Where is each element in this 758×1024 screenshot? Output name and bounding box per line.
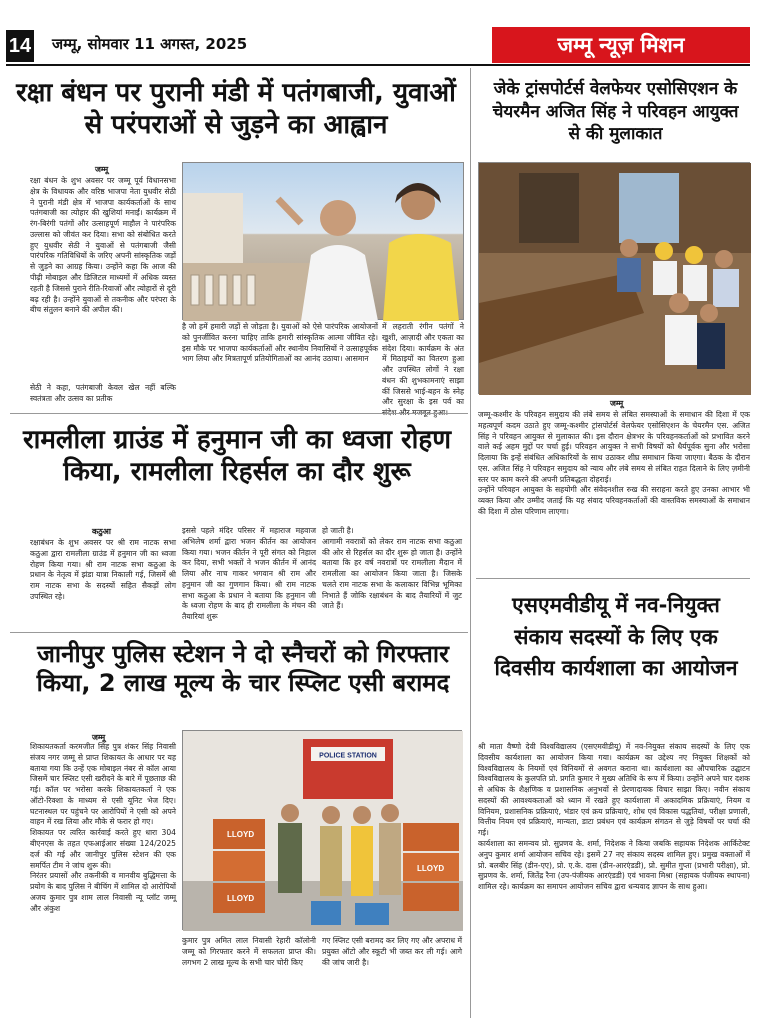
a1-dateline: जम्मू — [95, 165, 109, 174]
divider — [10, 632, 468, 633]
a4-dateline: जम्मू — [610, 399, 624, 408]
a3-headline: जानीपुर पुलिस स्टेशन ने दो स्नैचरों को गिरफ्तार किया, 2 लाख मूल्य के चार स्प्लिट एसी बरामद — [36, 640, 450, 698]
box-brand-label: LLOYD — [227, 830, 255, 839]
header-rule — [6, 64, 750, 66]
box-brand-label: LLOYD — [227, 894, 255, 903]
police-recovery-illustration — [183, 731, 463, 931]
page-number: 14 — [6, 30, 34, 62]
a2-col3: हो जाती है। आगामी नवरात्रों को लेकर राम नाटक सभा कठुआ की ओर से रिहर्सल का दौर शुरू हो जाता है। उन्होंने बताया कि हर वर्ष नवरात्रों पर रामलीला मैदान में रामलीला का आयोजन किया जाता है। जिसके चलते राम नाटक सभा के कलाकार विभिन्न भूमिका निभाते हैं जोकि रक्षाबंधन के बाद तैयारियों में जुट जाते हैं। — [322, 526, 462, 611]
a3-dateline: जम्मू — [92, 733, 106, 742]
a3-col1: शिकायतकर्ता करमजीत सिंह पुत्र शंकर सिंह निवासी संजय नगर जम्मू से प्राप्त शिकायत के आधार पर यह बताया गया कि उन्हें एक मोबाइल नंबर से कॉल आया जिसमें चार स्प्लिट एसी खरीदने के बारे में पूछताछ की गई। कॉल पर भरोसा करके शिकायतकर्ता ने एक ऑटो-रिक्शा के माध्यम से एसी यूनिट भेज दिए। घटनास्थल पर पहुंचने पर आरोपियों ने एसी को अपने वाहन में रख लिया और मौके से फरार हो गए। शिकायत पर त्वरित कार्रवाई करते हुए धारा 304 बीएनएस के तहत एफआईआर संख्या 124/2025 दर्ज की गई और जानीपुर पुलिस स्टेशन की एक समर्पित टीम ने जांच शुरू की। निरंतर प्रयासों और तकनीकी व मानवीय बुद्धिमत्ता के प्रयोग के बाद पुलिस ने बीचिंग में शामिल दो आरोपियों अजय कुमार पुत्र शाम लाल निवासी न्यू प्लॉट जम्मू और अंकुश — [30, 742, 176, 913]
a3-col3: गए स्प्लिट एसी बरामद कर लिए गए और अपराध में प्रयुक्त ऑटो और स्कूटी भी जब्त कर ली गई। आगे की जांच जारी है। — [322, 936, 462, 967]
a2-col2: इससे पहले मंदिर परिसर में महाराज महवाज अभिलेष शर्मा द्वारा भजन कीर्तन का आयोजन किया गया। भजन कीर्तन ने पूरी संगत को निहाल कर दिया, सभी भक्तों ने भजन कीर्तन में आनंद लिया और नाच गाकर भगवान श्री राम और हनुमान जी का गुणगान किया। श्री राम नाटक सभा कठुआ के प्रधान ने बताया कि हनुमान जी के ध्वजा रोहण के बाद ही रामलीला के मंचन की तैयारियां शुरू — [182, 526, 316, 622]
a1-col3: में लहराती रंगीन पतंगों ने खुशी, आज़ादी और एकता का संदेश दिया। कार्यक्रम के अंत में मिठाइयों का वितरण हुआ और उपस्थित लोगों ने रक्षा बंधन की शुभकामनाएं साझा कीं जिससे भाई-बहन के स्नेह और सुरक्षा के इस पर्व का — [382, 322, 464, 407]
a4-body: जम्मू-कश्मीर के परिवहन समुदाय की लंबे समय से लंबित समस्याओं के समाधान की दिशा में एक महत्वपूर्ण कदम उठाते हुए जम्मू-कश्मीर ट्रांसपोर्टर्स वेलफेयर एसोसिएशन के चेयरमैन एस. अजित सिंह ने परिवहन आयुक्त से मुलाकात की। इस दौरान क्षेत्रभर के परिवहनकर्ताओं को प्रभावित करने वाले कई अहम मुद्दों पर चर्चा हुई। परिवहन आयुक्त ने सभी विषयों को धैर्यपूर्वक सुना और भरोसा दिलाया कि इन्हें संबंधित अधिकारियों के साथ उठाकर शीघ्र समाधान किया जाएगा। बैठक के दौरान एस. अजित सिंह ने परिवहन समुदाय को न्याय और लंबे समय से लंबित राहत दिलाने के लिए ज़मीनी स्तर पर काम करने की अपनी प्रतिबद्धता दोहराई। उन्होंने परिवहन आयुक्त के सहयोगी और संवेदनशील रुख की सराहना करते हुए उनका आभार भी व्यक्त किया और उम्मीद जताई कि यह संवाद परिवहनकर्ताओं की वास्तविक समस्याओं के समाधान की दिशा में ठोस परिणाम लाएगा। — [478, 410, 750, 517]
a5-body: श्री माता वैष्णो देवी विश्वविद्यालय (एसएमवीडीयू) में नव-नियुक्त संकाय सदस्यों के लिए एक दिवसीय कार्यशाला का आयोजन किया गया। कार्यक्रम का उद्देश्य नए नियुक्त शिक्षकों को विश्वविद्यालय के नियमों एवं विनियमों से अवगत कराना था। कार्यशाला का औपचारिक उद्घाटन विश्वविद्यालय के कुलपति प्रो. प्रगति कुमार ने मुख्य अतिथि के रूप में किया। उन्होंने अपने चार दशक से अधिक के शैक्षणिक व प्रशासनिक अनुभवों से प्रेरणादायक विचार साझा किए। नवीन संकाय सदस्यों की आवश्यकताओं को ध्यान में रखते हुए कार्यशाला में अकादमिक प्रक्रियाएं, नियम व विनियम, प्रशासनिक प्रक्रियाएं, भंडार एवं क्रय प्रक्रियाएं, शोध एवं विकास पद्धतियां, परीक्षा प्रणाली, वित्तीय नियम एवं प्रक्रियाएं, मान्यता, डाटा प्रबंधन एवं कार्यक्रम संगठन से जुड़े विषयों पर चर्चा की गई। कार्यशाला का समन्वय प्रो. सुप्रणव के. शर्मा, निदेशक ने किया जबकि सहायक निदेशक आर्किटेक्ट अनुप कुमार शर्मा आयोजन सचिव रहे। इसमें 27 नए संकाय सदस्य शामिल हुए। प्रमुख वक्ताओं में प्रो. बलबीर सिंह (डीन-एए), प्रो. ए.के. दास (डीन-आरएंडडी), प्रो. सुमीत गुप्ता (प्रभारी परीक्षा), प्रो. सुप्रणव के. शर्मा, जितेंद्र रैना (उप-पंजीयक आरएंडडी) एवं भावना मिश्रा (सहायक पंजीयक स्थापना) शामिल रहे। कार्यक्रम का समापन आयोजन सचिव द्वारा धन्यवाद ज्ञापन के साथ हुआ। — [478, 742, 750, 892]
a2-headline: रामलीला ग्राउंड में हनुमान जी का ध्वजा रोहण किया, रामलीला रिहर्सल का दौर शुरू — [22, 425, 451, 487]
a1-photo — [182, 162, 464, 320]
box-brand-label: LLOYD — [417, 864, 445, 873]
a1-col1b: सेठी ने कहा, पतंगबाजी केवल खेल नहीं बल्कि स्वतंत्रता और उत्सव का प्रतीक — [30, 383, 176, 403]
a5-headline: एसएमवीडीयू में नव-नियुक्त संकाय सदस्यों के लिए एक दिवसीय कार्यशाला का आयोजन — [494, 593, 738, 680]
a2-col1: रक्षाबंधन के शुभ अवसर पर श्री राम नाटक सभा कठुआ द्वारा रामलीला ग्राउंड में हनुमान जी का ध्वजा रोहण किया गया। श्री राम नाटक सभा कठुआ के प्रधान के नेतृत्व में झंडा यात्रा निकाली गई, जिसमें श्री राम नाटक सभा के सदस्यों सहित सैकड़ों लोग उपस्थित रहे। — [30, 538, 176, 601]
a1-headline: रक्षा बंधन पर पुरानी मंडी में पतंगबाजी, युवाओं से परंपराओं से जुड़ने का आह्वान — [16, 78, 456, 140]
meeting-illustration — [479, 163, 751, 395]
a4-photo — [478, 162, 750, 394]
a2-dateline: कठुआ — [92, 527, 111, 536]
column-divider — [470, 68, 471, 1018]
divider — [476, 578, 750, 579]
a3-col2: कुमार पुत्र अमित लाल निवासी रेहारी कॉलोनी जम्मू को गिरफ्तार करने में सफलता प्राप्त की। लगभग 2 लाख मूल्य के सभी चार चोरी किए — [182, 936, 316, 967]
a3-photo — [182, 730, 462, 930]
a1-col2: है जो हमें हमारी जड़ों से जोड़ता है। युवाओं को ऐसे पारंपरिक आयोजनों को पुनर्जीवित करना चाहिए ताकि हमारी सांस्कृतिक आत्मा जीवित रहे। इस मौके पर भाजपा कार्यकर्ताओं और स्थानीय निवासियों ने उत्साहपूर्वक भाग लिया और मित्रतापूर्ण प्रतियोगिताओं का आनंद उठाया। आसमान — [182, 322, 378, 364]
a1-col1: रक्षा बंधन के शुभ अवसर पर जम्मू पूर्व विधानसभा क्षेत्र के विधायक और वरिष्ठ भाजपा नेता युधवीर सेठी ने पुरानी मंडी क्षेत्र में भाजपा कार्यकर्ताओं के साथ पतंगबाजी का त्योहार की खुशियां मनाईं। कार्यक्रम में रंग-बिरंगी पतंगों और उत्साहपूर्ण माहौल ने पारंपरिक उल्लास को जीवंत कर दिया। सभा को संबोधित करते हुए युधवीर सेठी ने युवाओं से पतंगबाजी जैसी पारंपरिक गतिविधियों के जरिए अपनी सांस्कृतिक जड़ों से जुड़ने का आग्रह किया। उन्होंने कहा कि आज की पीढ़ी मोबाइल और डिजिटल माध्यमों में अधिक व्यस्त रहती है जिससे पुराने रीति-रिवाजों और त्योहारों से दूरी बढ़ रही है। उन्होंने युवाओं से तकनीक और परंपरा के बीच संतुलन बनाने की अपील की। — [30, 176, 176, 315]
issue-dateline: जम्मू, सोमवार 11 अगस्त, 2025 — [52, 35, 248, 53]
a4-headline: जेके ट्रांसपोर्टर्स वेलफेयर एसोसिएशन के चेयरमैन अजित सिंह ने परिवहन आयुक्त से की मुलाकात — [492, 79, 739, 145]
divider — [10, 413, 468, 414]
masthead: जम्मू न्यूज़ मिशन — [492, 27, 750, 63]
police-station-sign: POLICE STATION — [319, 752, 377, 760]
kite-event-illustration — [183, 163, 465, 321]
